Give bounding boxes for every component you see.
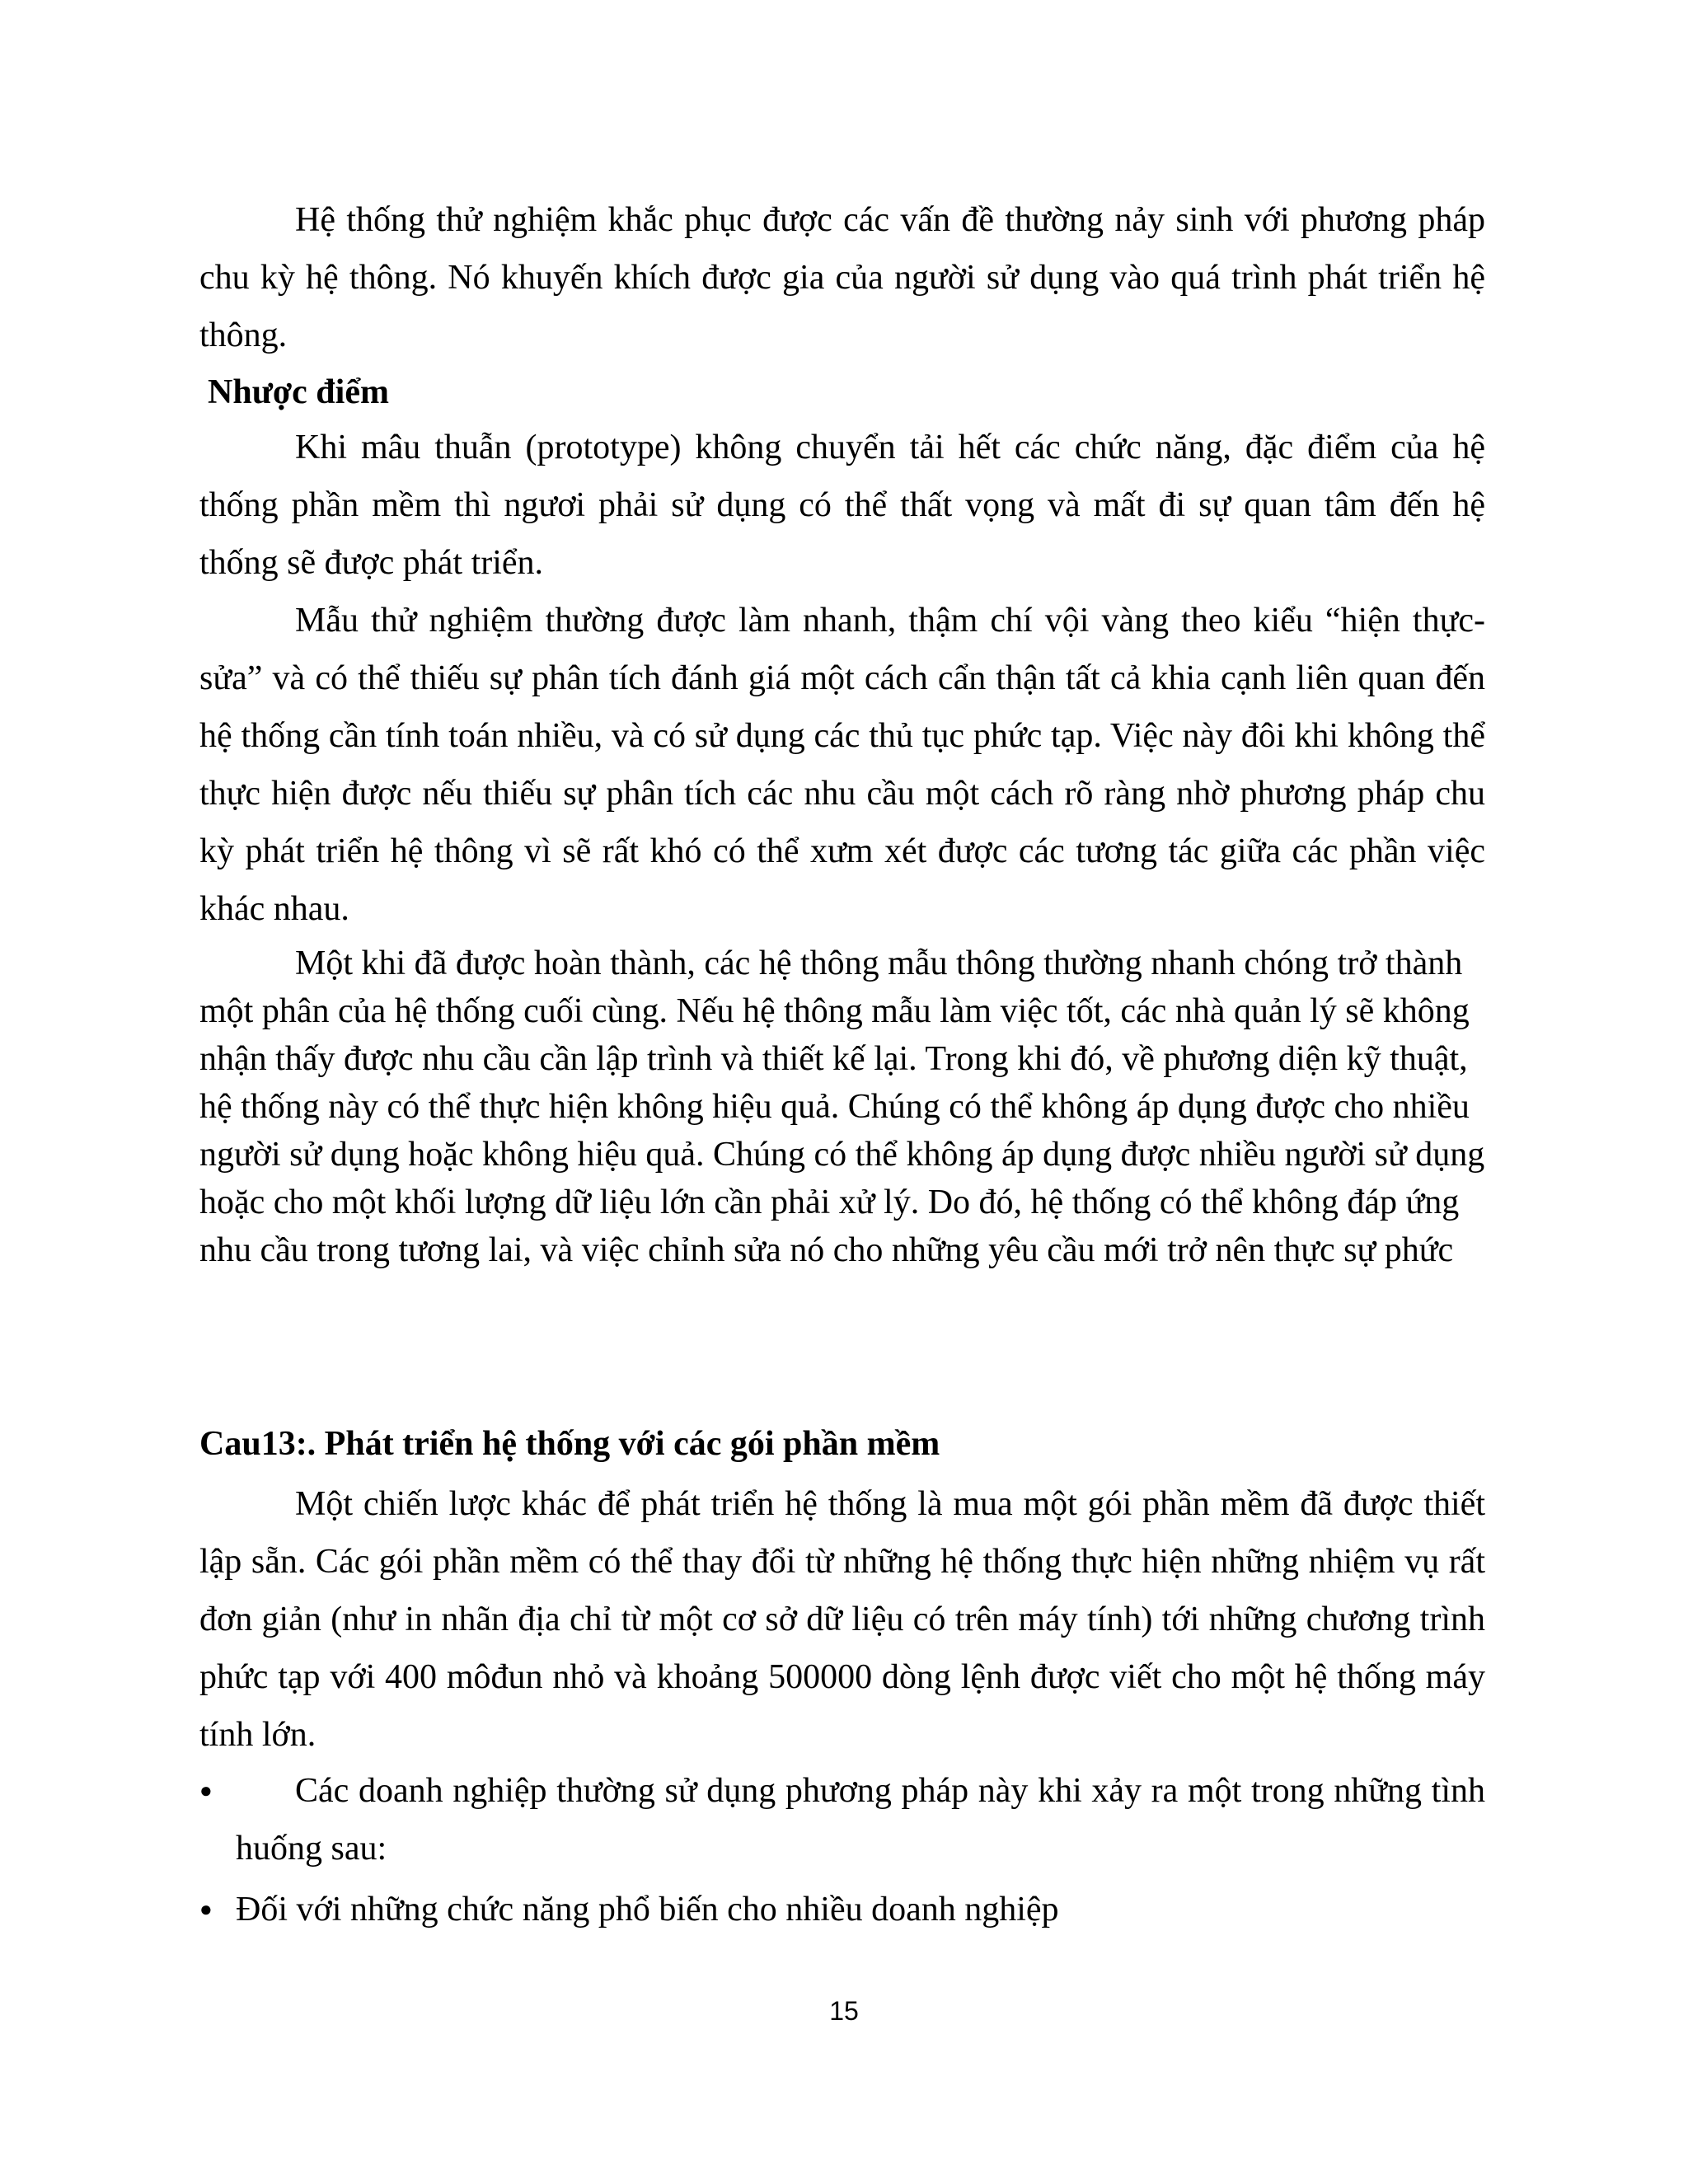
paragraph-weakness-2: Mẫu thử nghiệm thường được làm nhanh, thậm chí vội vàng theo kiểu “hiện thực-sửa” và có thể thiếu sự phân tích đánh giá một cách cẩn thận tất cả khia cạnh liên quan đến hệ thống cần tính toán nhiều, và có sử dụng các thủ tục phức tạp. Việc này đôi khi không thể thực hiện được nếu thiếu sự phân tích các nhu cầu một cách rõ ràng nhờ phương pháp chu kỳ phát triển hệ thông vì sẽ rất khó có thể xưm xét được các tương tác giữa các phần việc khác nhau.	[199, 602, 1485, 928]
bullet-item-1	[199, 1762, 1485, 1877]
section-heading-cau13: Cau13:. Phát triển hệ thống với các gói phần mềm	[199, 1425, 940, 1463]
bullet-dot-icon: ●	[199, 1779, 213, 1802]
paragraph-package-strategy: Một chiến lược khác để phát triển hệ thống là mua một gói phần mềm đã được thiết lập sẵn. Các gói phần mềm có thể thay đổi từ những hệ thống thực hiện những nhiệm vụ rất đơn giản (như in nhãn địa chỉ từ một cơ sở dữ liệu có trên máy tính) tới những chương trình phức tạp với 400 môđun nhỏ và khoảng 500000 dòng lệnh được viết cho một hệ thống máy tính lớn.	[199, 1485, 1485, 1754]
page-number: 15	[829, 1996, 859, 2026]
paragraph-weakness-3: Một khi đã được hoàn thành, các hệ thông mẫu thông thường nhanh chóng trở thành một phân của hệ thống cuối cùng. Nếu hệ thông mẫu làm việc tốt, các nhà quản lý sẽ không nhận thấy được nhu cầu cần lập trình và thiết kế lại. Trong khi đó, về phương diện kỹ thuật, hệ thống này có thể thực hiện không hiệu quả. Chúng có thể không áp dụng được cho nhiều người sử dụng hoặc không hiệu quả. Chúng có thể không áp dụng được nhiều người sử dụng hoặc cho một khối lượng dữ liệu lớn cần phải xử lý. Do đó, hệ thống có thể không đáp ứng nhu cầu trong tương lai, và việc chỉnh sửa nó cho những yêu cầu mới trở nên thực sự phức	[199, 944, 1485, 1269]
bullet-dot-icon: ●	[199, 1897, 213, 1921]
bullet-item-2	[199, 1881, 1485, 1938]
bullet-text: Đối với những chức năng phổ biến cho nhiều doanh nghiệp	[236, 1891, 1059, 1929]
paragraph-weakness-1: Khi mâu thuẫn (prototype) không chuyển tải hết các chức năng, đặc điểm của hệ thống phần mềm thì ngươi phải sử dụng có thể thất vọng và mất đi sự quan tâm đến hệ thống sẽ được phát triển.	[199, 429, 1485, 582]
bullet-text: Các doanh nghiệp thường sử dụng phương pháp này khi xảy ra một trong những tình huống sau:	[236, 1772, 1485, 1868]
paragraph-prototype-advantage: Hệ thống thử nghiệm khắc phục được các vấn đề thường nảy sinh với phương pháp chu kỳ hệ thông. Nó khuyến khích được gia của người sử dụng vào quá trình phát triển hệ thông.	[199, 201, 1485, 354]
heading-weakness: Nhược điểm	[208, 373, 389, 411]
